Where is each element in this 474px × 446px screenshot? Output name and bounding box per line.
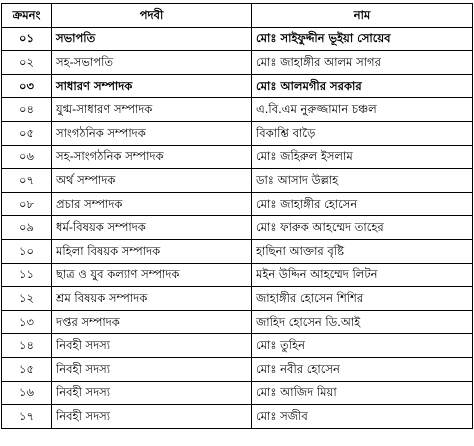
post-cell: ছাত্র ও যুব কল্যাণ সম্পাদক — [52, 263, 252, 287]
name-cell: বিকাশ্তি বাড়ৈ — [252, 121, 473, 145]
table-row — [2, 27, 473, 51]
post-cell: প্রচার সম্পাদক — [52, 192, 252, 216]
post-cell: নিবহী সদস্য — [52, 381, 252, 405]
serial-cell: ১০ — [2, 239, 52, 263]
post-cell: মহিলা বিষয়ক সম্পাদক — [52, 239, 252, 263]
serial-cell: ০৮ — [2, 192, 52, 216]
serial-cell: ১৬ — [2, 381, 52, 405]
name-cell: মোঃ জাহাঙ্গীর হোসেন — [252, 192, 473, 216]
post-cell: নিবহী সদস্য — [52, 334, 252, 358]
table-row — [2, 192, 473, 216]
header-row — [2, 4, 473, 28]
serial-cell: ০২ — [2, 51, 52, 75]
post-header: পদবী — [52, 4, 252, 28]
serial-header: ক্রমনং — [2, 4, 52, 28]
post-cell: নিবহী সদস্য — [52, 357, 252, 381]
table-row — [2, 169, 473, 193]
table-row — [2, 145, 473, 169]
post-cell: সাধারণ সম্পাদক — [52, 74, 252, 98]
serial-cell: ১৫ — [2, 357, 52, 381]
serial-cell: ১১ — [2, 263, 52, 287]
serial-cell: ১২ — [2, 287, 52, 311]
post-cell: সাংগঠনিক সম্পাদক — [52, 121, 252, 145]
name-cell: জাহিদ হোসেন ডি.আই — [252, 310, 473, 334]
name-cell: মোঃ নবীর হোসেন — [252, 357, 473, 381]
serial-cell: ১৩ — [2, 310, 52, 334]
serial-cell: ০৭ — [2, 169, 52, 193]
table-body — [2, 27, 473, 428]
table-row — [2, 405, 473, 429]
serial-cell: ০৬ — [2, 145, 52, 169]
name-cell: মোঃ জহিরুল ইসলাম — [252, 145, 473, 169]
name-cell: মোঃ সজীব — [252, 405, 473, 429]
table-row — [2, 216, 473, 240]
name-cell: মইন উদ্দিন আহম্মেদ লিটন — [252, 263, 473, 287]
table-row — [2, 74, 473, 98]
post-cell: দপ্তর সম্পাদক — [52, 310, 252, 334]
table-row — [2, 121, 473, 145]
table-row — [2, 381, 473, 405]
name-cell: মোঃ সাইফুদ্দীন ভূইয়া সোয়েব — [252, 27, 473, 51]
table-row — [2, 310, 473, 334]
name-cell: হাছিনা আক্তার বৃষ্টি — [252, 239, 473, 263]
post-cell: যুগ্ম-সাধারণ সম্পাদক — [52, 98, 252, 122]
post-cell: সভাপতি — [52, 27, 252, 51]
serial-cell: ০৯ — [2, 216, 52, 240]
name-cell: মোঃ আলমগীর সরকার — [252, 74, 473, 98]
table-row — [2, 98, 473, 122]
post-cell: ধর্ম-বিষয়ক সম্পাদক — [52, 216, 252, 240]
post-cell: শ্রম বিষয়ক সম্পাদক — [52, 287, 252, 311]
serial-cell: ০৫ — [2, 121, 52, 145]
serial-cell: ১৪ — [2, 334, 52, 358]
name-cell: মোঃ জাহাঙ্গীর আলম সাগর — [252, 51, 473, 75]
serial-cell: ০১ — [2, 27, 52, 51]
table-row — [2, 263, 473, 287]
table-row — [2, 334, 473, 358]
serial-cell: ০৪ — [2, 98, 52, 122]
post-cell: নিবহী সদস্য — [52, 405, 252, 429]
table-row — [2, 51, 473, 75]
post-cell: সহ-সাংগঠনিক সম্পাদক — [52, 145, 252, 169]
name-cell: এ.বি.এম নুরুজ্জামান চঞ্চল — [252, 98, 473, 122]
serial-cell: ১৭ — [2, 405, 52, 429]
table-row — [2, 357, 473, 381]
serial-cell: ০৩ — [2, 74, 52, 98]
name-header: নাম — [252, 4, 473, 28]
name-cell: ডাঃ আসাদ উল্লাহ — [252, 169, 473, 193]
name-cell: মোঃ আজিদ মিয়া — [252, 381, 473, 405]
name-cell: মোঃ ফারুক আহম্মেদ তাহের — [252, 216, 473, 240]
name-cell: জাহাঙ্গীর হোসেন শিশির — [252, 287, 473, 311]
committee-table — [1, 3, 473, 429]
table-row — [2, 239, 473, 263]
post-cell: অর্থ সম্পাদক — [52, 169, 252, 193]
post-cell: সহ-সভাপতি — [52, 51, 252, 75]
table-row — [2, 287, 473, 311]
name-cell: মোঃ তুহিন — [252, 334, 473, 358]
